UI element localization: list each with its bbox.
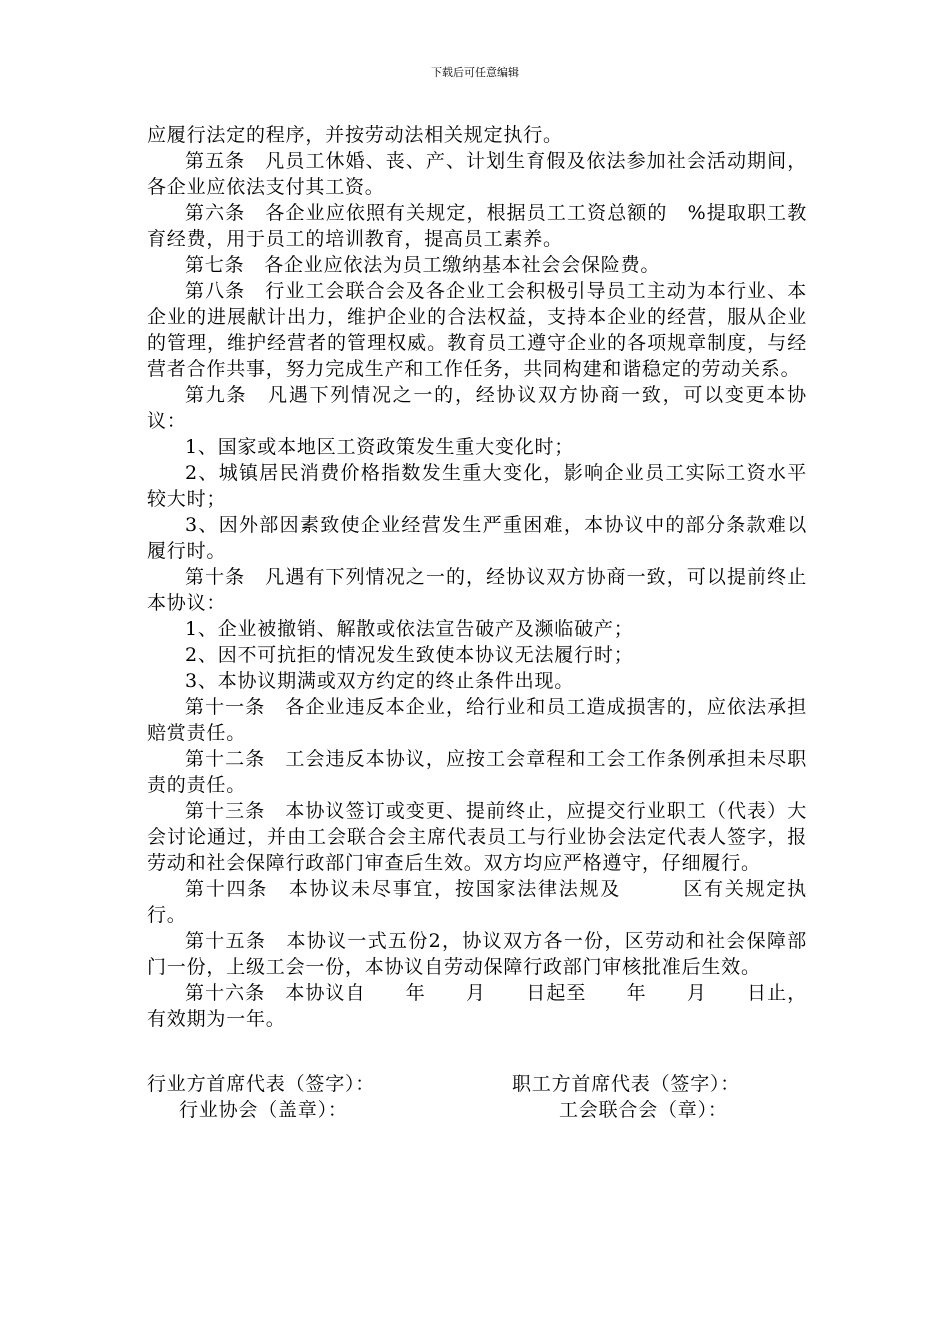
paragraph: 1、国家或本地区工资政策发生重大变化时； — [185, 436, 575, 458]
paragraph: 第十四条 本协议未尽事宜，按国家法律法规及 区有关规定执行。 — [147, 878, 807, 926]
signature-row-2 — [147, 1097, 807, 1123]
industry-rep-signature-label: 行业方首席代表（签字）： — [147, 1073, 376, 1095]
paragraph: 2、城镇居民消费价格指数发生重大变化，影响企业员工实际工资水平较大时； — [147, 462, 807, 510]
paragraph: 1、企业被撤销、解散或依法宣告破产及濒临破产； — [185, 618, 634, 640]
paragraph: 第十一条 各企业违反本企业，给行业和员工造成损害的，应依法承担赔赏责任。 — [147, 696, 807, 744]
paragraph: 第六条 各企业应依照有关规定，根据员工工资总额的 %提取职工教育经费，用于员工的培训教育，提高员工素养。 — [147, 202, 807, 250]
paragraph: 第十三条 本协议签订或变更、提前终止，应提交行业职工（代表）大会讨论通过，并由工会联合会主席代表员工与行业协会法定代表人签字，报劳动和社会保障行政部门审查后生效。双方均应严格遵守，仔细履行。 — [147, 800, 807, 874]
industry-association-seal-label: 行业协会（盖章）： — [179, 1099, 348, 1121]
paragraph: 第十六条 本协议自 年 月 日起至 年 月 日止，有效期为一年。 — [147, 982, 807, 1030]
paragraph: 第十五条 本协议一式五份2，协议双方各一份，区劳动和社会保障部门一份，上级工会一份，本协议自劳动保障行政部门审核批准后生效。 — [147, 930, 807, 978]
paragraph: 第九条 凡遇下列情况之一的，经协议双方协商一致，可以变更本协议： — [147, 384, 807, 432]
paragraph: 第八条 行业工会联合会及各企业工会积极引导员工主动为本行业、本企业的进展献计出力，维护企业的合法权益，支持本企业的经营，服从企业的管理，维护经营者的管理权威。教育员工遵守企业的各项规章制度，与经营者合作共事，努力完成生产和工作任务，共同构建和谐稳定的劳动关系。 — [147, 280, 807, 380]
page-header: 下载后可任意编辑 — [431, 66, 519, 79]
paragraph: 第七条 各企业应依法为员工缴纳基本社会会保险费。 — [185, 254, 661, 276]
signature-row-1 — [147, 1071, 807, 1097]
paragraph: 第十二条 工会违反本协议，应按工会章程和工会工作条例承担未尽职责的责任。 — [147, 748, 807, 796]
paragraph: 2、因不可抗拒的情况发生致使本协议无法履行时； — [185, 644, 634, 666]
paragraph: 3、因外部因素致使企业经营发生严重困难，本协议中的部分条款难以履行时。 — [147, 514, 807, 562]
paragraph: 第五条 凡员工休婚、丧、产、计划生育假及依法参加社会活动期间，各企业应依法支付其工资。 — [147, 150, 807, 198]
paragraph: 应履行法定的程序，并按劳动法相关规定执行。 — [147, 124, 563, 146]
paragraph: 第十条 凡遇有下列情况之一的，经协议双方协商一致，可以提前终止本协议： — [147, 566, 807, 614]
document-body — [147, 122, 807, 1032]
union-seal-label: 工会联合会（章）： — [559, 1099, 728, 1121]
paragraph: 3、本协议期满或双方约定的终止条件出现。 — [185, 670, 575, 692]
worker-rep-signature-label: 职工方首席代表（签字）： — [512, 1073, 741, 1095]
